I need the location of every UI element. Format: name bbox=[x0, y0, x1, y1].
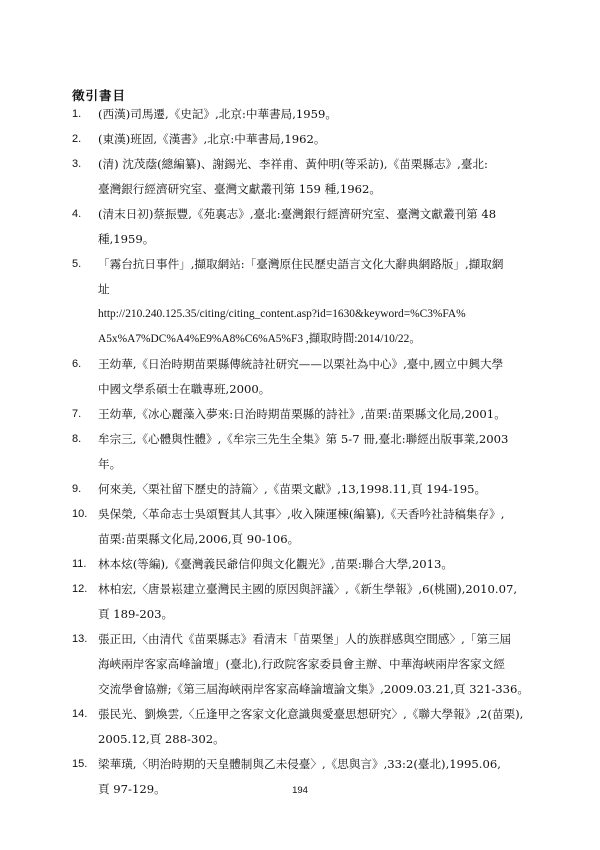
reference-number: 3. bbox=[72, 158, 82, 170]
reference-text-line: 2005.12,頁 288-302。 bbox=[98, 732, 225, 746]
reference-text-line: 吳保榮,〈革命志士吳頌賢其人其事〉,收入陳運棟(編纂),《天香吟社詩稿集存》, bbox=[98, 507, 505, 521]
reference-text-line: 「霧台抗日事件」,擷取網站:「臺灣原住民歷史語言文化大辭典網路版」,擷取網 bbox=[98, 257, 504, 271]
reference-item bbox=[72, 352, 558, 402]
reference-text-line: 苗栗:苗栗縣文化局,2006,頁 90-106。 bbox=[98, 532, 300, 546]
reference-text-line: http://210.240.125.35/citing/citing_content.asp?id=1630&keyword=%C3%FA% bbox=[98, 308, 466, 320]
reference-text-line: 林柏宏,〈唐景崧建立臺灣民主國的原因與評議〉,《新生學報》,6(桃園),2010.07, bbox=[98, 582, 518, 596]
reference-text-line: 王幼華,《日治時期苗栗縣傳統詩社研究——以栗社為中心》,臺中,國立中興大學 bbox=[98, 357, 504, 371]
reference-item bbox=[72, 127, 558, 152]
reference-text-line: 種,1959。 bbox=[98, 232, 155, 246]
reference-text-line: 梁華璜,〈明治時期的天皇體制與乙未侵臺〉,《思與言》,33:2(臺北),1995.06, bbox=[98, 757, 501, 771]
reference-number: 11. bbox=[72, 558, 87, 570]
reference-item bbox=[72, 427, 558, 477]
reference-item bbox=[72, 252, 558, 352]
reference-text-line: 年。 bbox=[98, 457, 122, 471]
reference-text-line: 址 bbox=[98, 282, 110, 296]
page-number: 194 bbox=[292, 785, 308, 796]
reference-text-line: (清末日初)蔡振豐,《苑裏志》,臺北:臺灣銀行經濟研究室、臺灣文獻叢刊第 48 bbox=[98, 207, 497, 221]
reference-item bbox=[72, 502, 558, 552]
reference-item bbox=[72, 577, 558, 627]
reference-text-line: 臺灣銀行經濟研究室、臺灣文獻叢刊第 159 種,1962。 bbox=[98, 182, 381, 196]
reference-text-line: 張民光、劉煥雲,〈丘逢甲之客家文化意識與愛臺思想研究〉,《聯大學報》,2(苗栗), bbox=[98, 707, 524, 721]
reference-list bbox=[72, 102, 558, 802]
reference-text-line: 交流學會協辦;《第三屆海峽兩岸客家高峰論壇論文集》,2009.03.21,頁 321-336。 bbox=[98, 682, 529, 696]
reference-text-line: 海峽兩岸客家高峰論壇」(臺北),行政院客家委員會主辦、中華海峽兩岸客家文經 bbox=[98, 657, 505, 671]
reference-number: 9. bbox=[72, 483, 82, 495]
reference-number: 15. bbox=[72, 758, 88, 770]
reference-text-line: 牟宗三,《心體與性體》,《牟宗三先生全集》第 5-7 冊,臺北:聯經出版事業,2003 bbox=[98, 432, 509, 446]
reference-text-line: (東漢)班固,《漢書》,北京:中華書局,1962。 bbox=[98, 132, 326, 146]
reference-item bbox=[72, 152, 558, 202]
reference-text-line: 何來美,〈栗社留下歷史的詩篇〉,《苗栗文獻》,13,1998.11,頁 194-195。 bbox=[98, 482, 487, 496]
section-heading: 徵引書目 bbox=[72, 88, 127, 103]
reference-text-line: 張正田,〈由清代《苗栗縣志》看清末「苗栗堡」人的族群感與空間感〉,「第三屆 bbox=[98, 632, 512, 646]
reference-number: 1. bbox=[72, 108, 82, 120]
reference-text-line: 頁 97-129。 bbox=[98, 782, 166, 796]
reference-item bbox=[72, 702, 558, 752]
reference-number: 5. bbox=[72, 258, 82, 270]
reference-item bbox=[72, 627, 558, 702]
reference-number: 12. bbox=[72, 583, 88, 595]
reference-text-line: 頁 189-203。 bbox=[98, 607, 174, 621]
reference-number: 2. bbox=[72, 133, 82, 145]
reference-item bbox=[72, 102, 558, 127]
reference-number: 10. bbox=[72, 508, 88, 520]
reference-text-line: 王幼華,《冰心麗藻入夢來:日治時期苗栗縣的詩社》,苗栗:苗栗縣文化局,2001。 bbox=[98, 407, 506, 421]
reference-text-line: 中國文學系碩士在職專班,2000。 bbox=[98, 382, 271, 396]
reference-number: 8. bbox=[72, 433, 82, 445]
reference-number: 7. bbox=[72, 408, 82, 420]
reference-text-line: (清) 沈茂蔭(總編纂)、謝錫光、李祥甫、黃仲明(等采訪),《苗栗縣志》,臺北: bbox=[98, 157, 488, 171]
reference-item bbox=[72, 552, 558, 577]
reference-number: 6. bbox=[72, 358, 82, 370]
reference-number: 14. bbox=[72, 708, 88, 720]
reference-item bbox=[72, 402, 558, 427]
reference-number: 13. bbox=[72, 633, 88, 645]
reference-number: 4. bbox=[72, 208, 82, 220]
reference-item bbox=[72, 477, 558, 502]
reference-text-line: (西漢)司馬遷,《史記》,北京:中華書局,1959。 bbox=[98, 107, 338, 121]
reference-text-line: 林本炫(等編),《臺灣義民爺信仰與文化觀光》,苗栗:聯合大學,2013。 bbox=[98, 557, 453, 571]
reference-text-line: A5x%A7%DC%A4%E9%A8%C6%A5%F3 ,擷取時間:2014/10/22。 bbox=[98, 333, 421, 345]
reference-item bbox=[72, 202, 558, 252]
